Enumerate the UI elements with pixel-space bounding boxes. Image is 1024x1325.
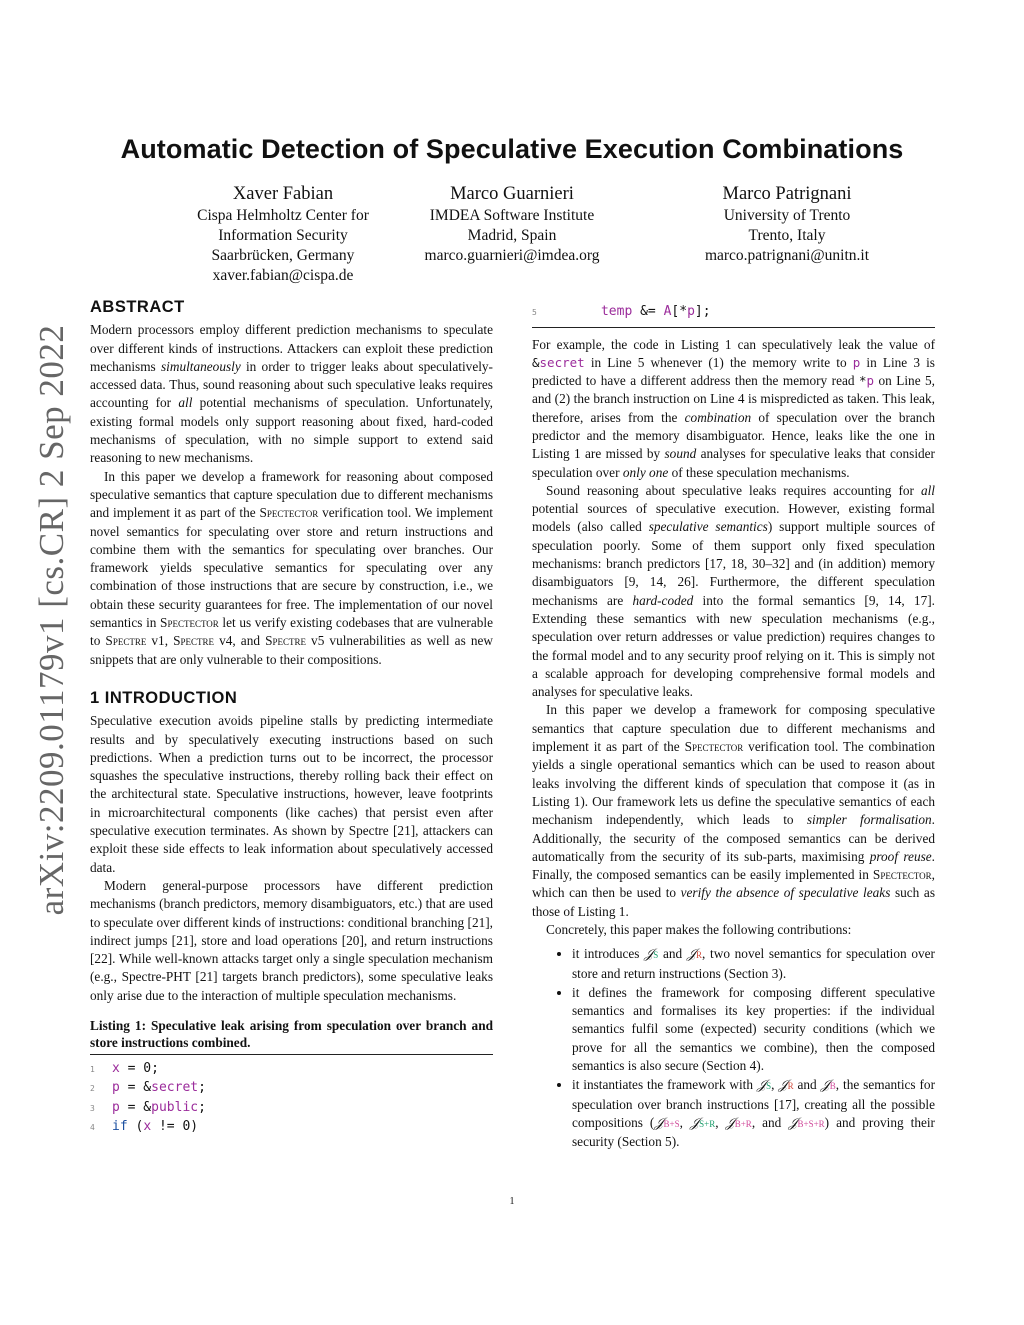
author-email[interactable]: xaver.fabian@cispa.de: [212, 267, 354, 284]
author-name: Marco Guarnieri: [450, 184, 574, 204]
author-affiliation: Information Security: [218, 227, 348, 244]
author-email[interactable]: marco.guarnieri@imdea.org: [424, 247, 600, 264]
page-number: 1: [509, 1196, 515, 1207]
author-block-2: [367, 182, 657, 266]
body-paragraph: For example, the code in Listing 1 can speculatively leak the value of &secret in Line 5 whenever (1) the memory write to p in Line 3 is predicted to have a different address then the memory read *p on Line 5, and (2) the branch instruction on Line 4 is mispredicted as taken. This leak, therefore, arises from the combination of speculation over the branch predictor and the memory disambiguator. Hence, leaks like the one in Listing 1 are missed by sound analyses for speculative leaks that consider speculation over only one of these speculation mechanisms.: [532, 336, 936, 480]
left-column: [90, 298, 493, 1138]
list-item: • it introduces 𝒥S and 𝒥R, two novel semantics for speculation over store and return instructions (Section 3).: [572, 945, 935, 983]
intro-paragraph: Modern general-purpose processors have different prediction mechanisms (branch predictors, memory disambiguators, etc.) that are used to speculate over different kinds of instructions: conditional branching [21], indirect jumps [21], store and load operations [20], and return instructions [22]. While well-known attacks target only a single speculation mechanism (e.g., Spectre-PHT [21] targets branch predictors), some speculative leaks only arise due to the interaction of multiple speculation mechanisms.: [90, 877, 493, 1003]
author-affiliation: Cispa Helmholtz Center for: [197, 207, 369, 224]
abstract-paragraph: In this paper we develop a framework for reasoning about composed speculative semantics that capture speculation due to different mechanisms and implement it as part of the Spectector verification tool. We implement novel semantics for speculating over store and return instructions and combine them with the semantics for speculating over branches. Our framework yields speculative semantics for speculating over any combination of those instructions that are secure by construction, i.e., we obtain these security guarantees for free. The implementation of our novel semantics in Spectector let us verify existing codebases that are vulnerable to Spectre v1, Spectre v4, and Spectre v5 vulnerabilities as well as new snippets that are only vulnerable to their compositions.: [90, 468, 493, 667]
arxiv-stamp: arXiv:2209.01179v1 [cs.CR] 2 Sep 2022: [32, 324, 71, 916]
author-location: Madrid, Spain: [467, 227, 557, 244]
author-block-3: [642, 182, 932, 266]
contributions-list: [532, 945, 935, 1151]
body-paragraph: In this paper we develop a framework for composing speculative semantics that capture speculation due to different mechanisms and implement it as part of the Spectector verification tool. The combination yields a single operational semantics which can be used to reason about leaks involving the different kinds of speculation that compose it (as in Listing 1). Our framework lets us define the speculative semantics of each mechanism independently, which leads to simpler formalisation. Additionally, the security of the composed semantics can be derived automatically from the security of its sub-parts, maximising proof reuse. Finally, the composed semantics can be easily implemented in Spectector, which can then be used to verify the absence of speculative leaks such as those of Listing 1.: [532, 702, 935, 919]
abstract-heading: ABSTRACT: [90, 298, 185, 316]
intro-paragraph: Speculative execution avoids pipeline stalls by predicting intermediate results and by speculatively executing instructions based on such predictions. When a prediction turns out to be incorrect, the processor squashes the speculative instructions, thereby rolling back their effect on the architectural state. Speculative instructions, however, leave footprints in microarchitectural components (like caches) that persist even after speculative execution terminates. As shown by Spectre [21], attackers can exploit these side effects to leak information about speculatively accessed data.: [90, 713, 493, 875]
author-name: Marco Patrignani: [722, 184, 852, 204]
author-location: Saarbrücken, Germany: [211, 247, 355, 264]
abstract-paragraph: Modern processors employ different prediction mechanisms to speculate over different kinds of instructions. Attackers can exploit these prediction mechanisms simultaneously in order to trigger leaks about speculatively-accessed data. Thus, sound reasoning about such speculative leaks requires accounting for all potential mechanisms of speculation. Unfortunately, existing formal models only support reasoning about fixed, hard-coded mechanisms of speculation, with no simple support to extend said reasoning to new mechanisms.: [90, 322, 493, 466]
author-email[interactable]: marco.patrignani@unitn.it: [704, 247, 870, 264]
author-location: Trento, Italy: [748, 227, 826, 244]
paper-title: Automatic Detection of Speculative Execution Combinations: [120, 134, 904, 164]
list-item: • it instantiates the framework with 𝒥S, 𝒥R and 𝒥B, the semantics for speculation over branch instructions [17], creating all the possible compositions (𝒥B+S, 𝒥S+R, 𝒥B+R, and 𝒥B+S+R) and proving their security (Section 5).: [572, 1076, 935, 1151]
body-paragraph: Sound reasoning about speculative leaks requires accounting for all potential sources of speculative execution. However, existing formal models (also called speculative semantics) support multiple sources of speculation poorly. Some of them support only fixed speculation mechanisms: branch predictors [17, 18, 30–32] and (in addition) memory disambiguators [9, 14, 26]. Furthermore, the different speculation mechanisms are hard-coded into the formal semantics [9, 14, 17]. Extending these semantics with new speculation mechanisms (e.g., speculation over return addresses or value prediction) requires changes to the formal model and to any security proof relying on it. This is simply not a scalable approach for developing comprehensive formal models and analyses for speculative leaks.: [532, 482, 936, 700]
author-name: Xaver Fabian: [232, 184, 334, 204]
introduction-heading: 1 INTRODUCTION: [90, 688, 238, 707]
author-affiliation: IMDEA Software Institute: [429, 207, 595, 224]
code-listing: 1 x = 0; 2 p = &secret; 3 p = &public; 4 if (x != 0): [90, 1060, 206, 1135]
author-affiliation: University of Trento: [723, 207, 851, 224]
body-paragraph: Concretely, this paper makes the following contributions:: [546, 922, 852, 937]
code-listing-continued: 5 temp &= A[*p];: [532, 303, 935, 328]
listing-caption: Listing 1: Speculative leak arising from speculation over branch and store instructions combined.: [90, 1017, 493, 1055]
right-column: [532, 298, 935, 1153]
list-item: • it defines the framework for composing different speculative semantics and formalises its key properties: if the individual semantics fulfil some (expected) security conditions (which we prove for all the semantics we combine), then the composed semantics is also secure (Section 4).: [572, 984, 935, 1075]
